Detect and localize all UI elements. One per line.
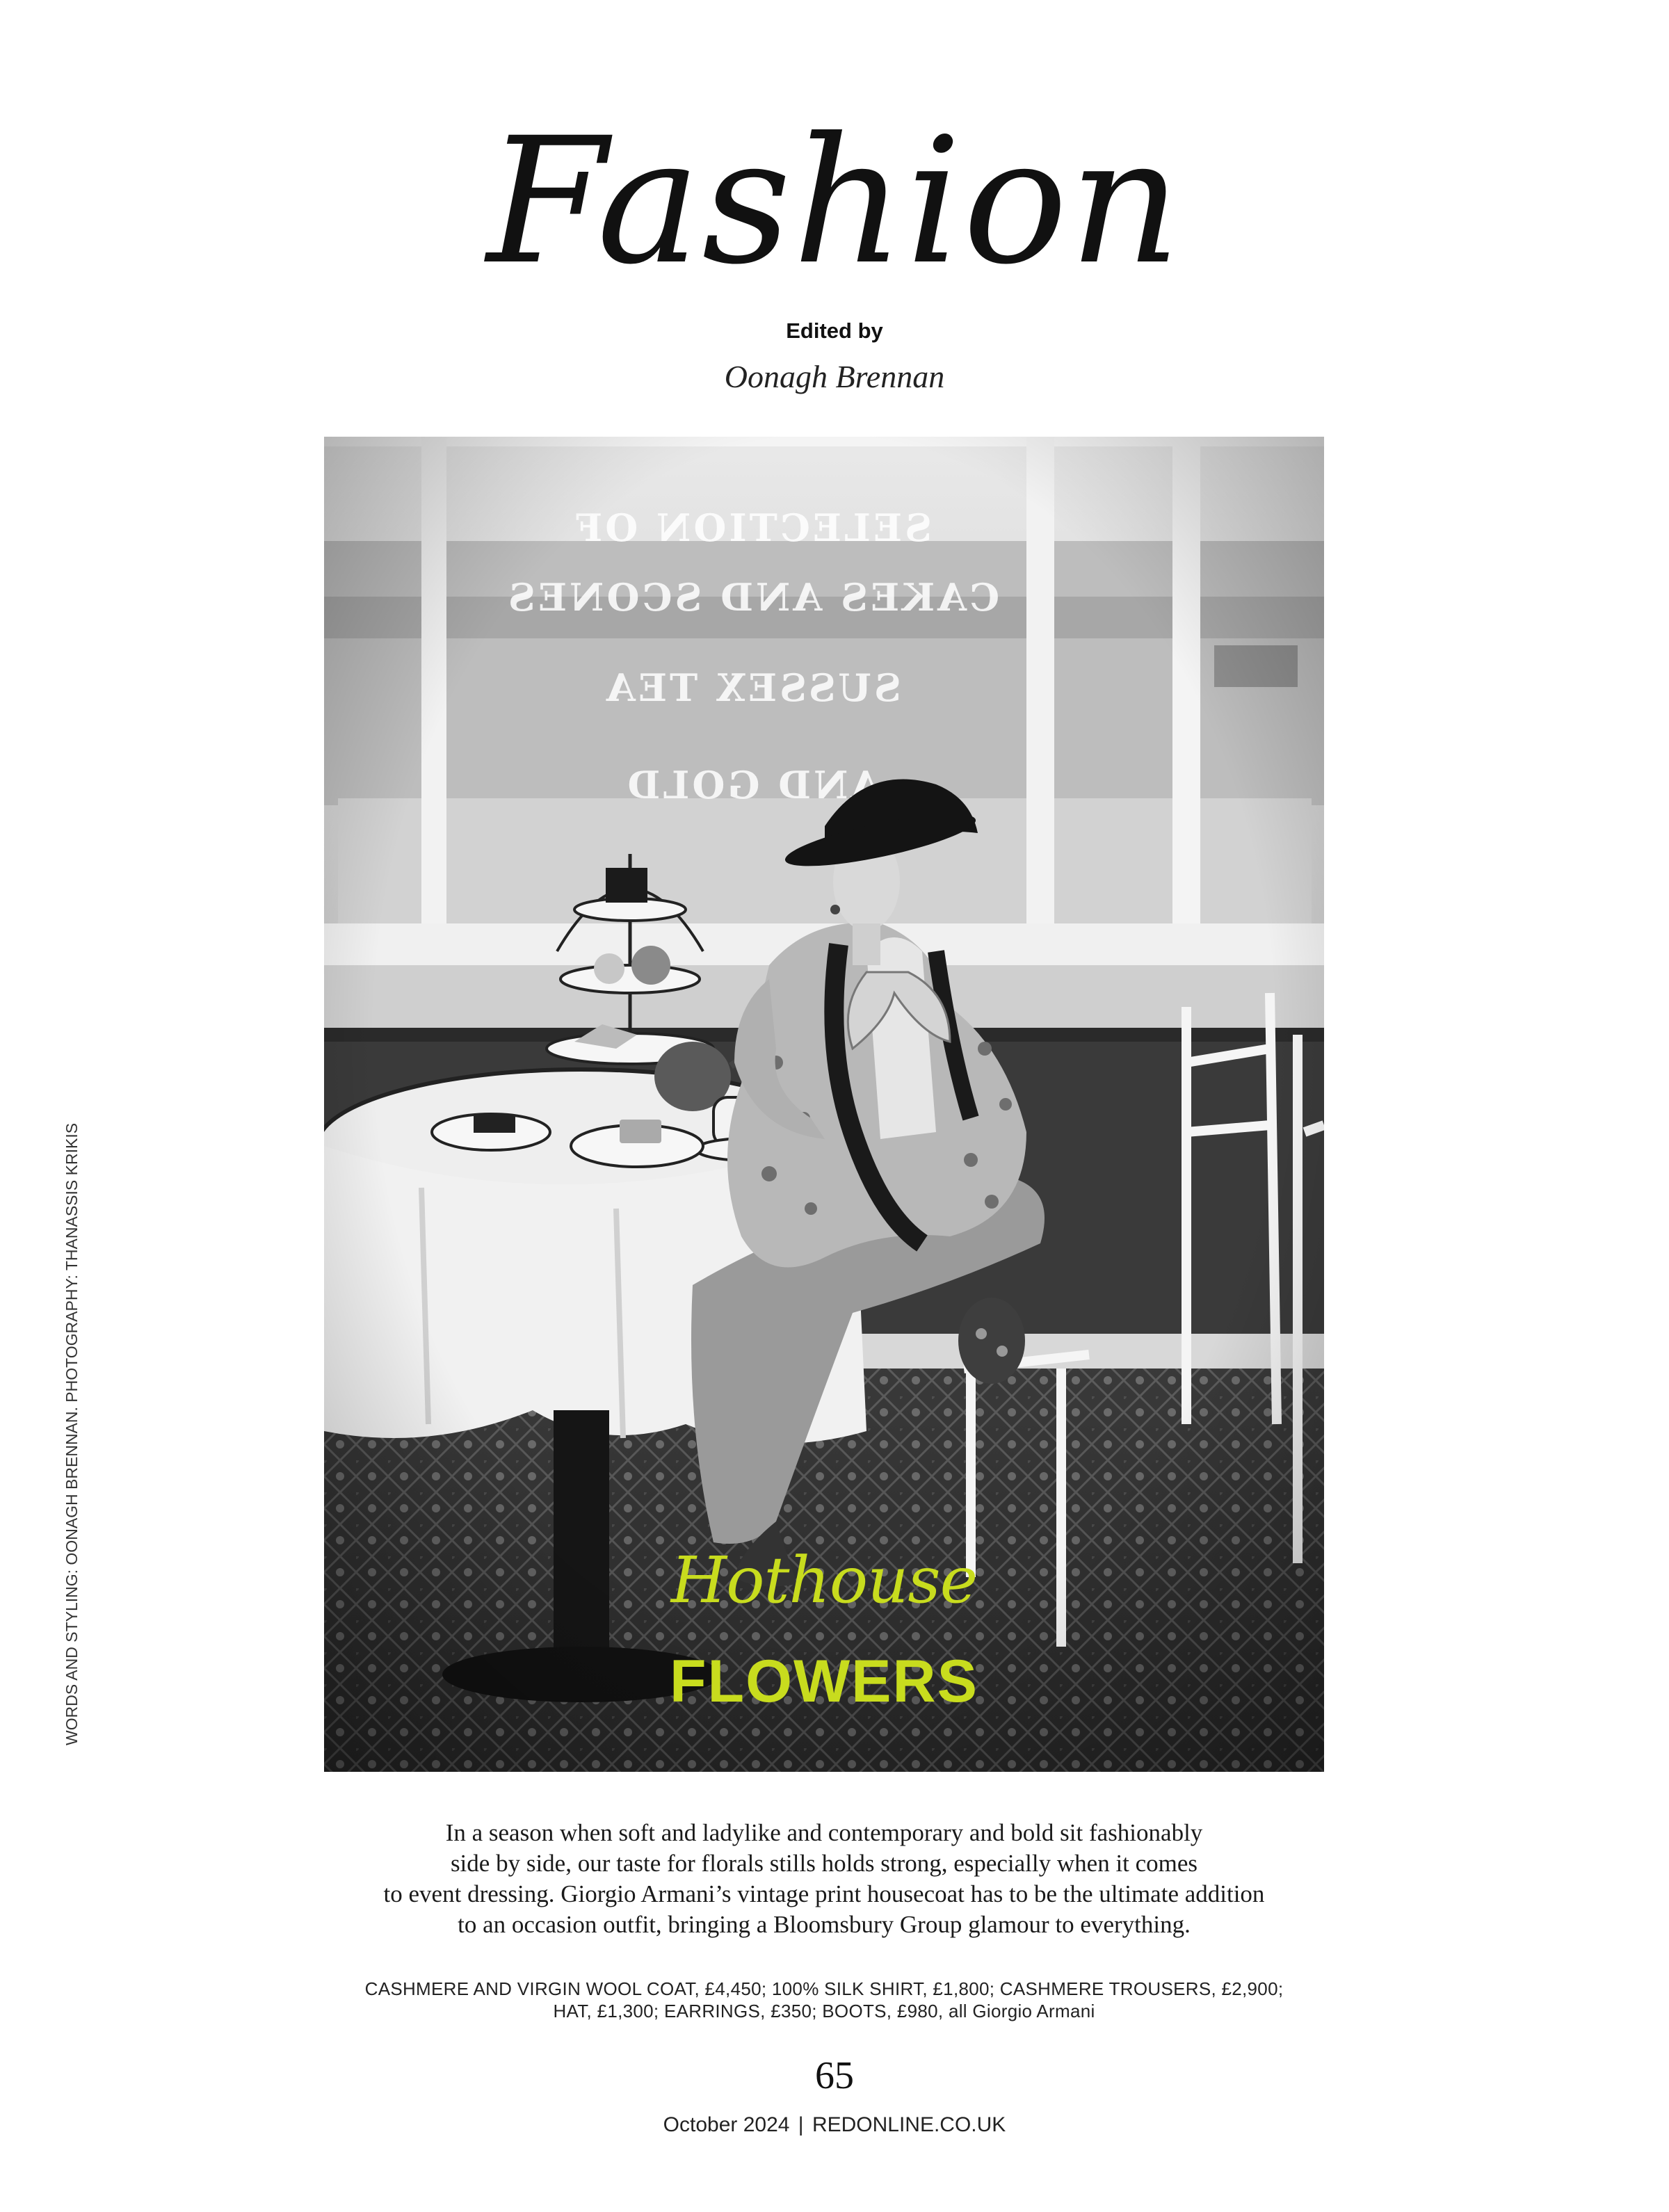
product-credits [292,1978,1356,2022]
body-line: In a season when soft and ladylike and contemporary and bold sit fashionably [445,1819,1203,1846]
footer-issue: October 2024 [663,2113,790,2136]
footer-separator: | [798,2113,804,2136]
credit-line: CASHMERE AND VIRGIN WOOL COAT, £4,450; 100% SILK SHIRT, £1,800; CASHMERE TROUSERS, £2,900; [364,1978,1284,1999]
footer-site: REDONLINE.CO.UK [812,2113,1006,2136]
body-copy [292,1818,1356,1940]
page-number: 65 [815,2054,854,2097]
section-title: Fashion [486,100,1183,302]
byline-editor-name: Oonagh Brennan [724,359,945,394]
headline-caps: FLOWERS [670,1648,978,1715]
credit-line: HAT, £1,300; EARRINGS, £350; BOOTS, £980, all Giorgio Armani [553,2001,1095,2021]
headline-script: Hothouse [670,1543,978,1617]
body-line: side by side, our taste for florals stills holds strong, especially when it comes [450,1850,1198,1877]
body-line: to an occasion outfit, bringing a Bloomsbury Group glamour to everything. [458,1911,1191,1938]
byline-label: Edited by [786,318,883,343]
footer [0,2111,1669,2139]
body-line: to event dressing. Giorgio Armani’s vintage print housecoat has to be the ultimate addition [383,1880,1265,1907]
photo-credit-vertical: WORDS AND STYLING: OONAGH BRENNAN. PHOTOGRAPHY: THANASSIS KRIKIS [63,1122,81,1745]
